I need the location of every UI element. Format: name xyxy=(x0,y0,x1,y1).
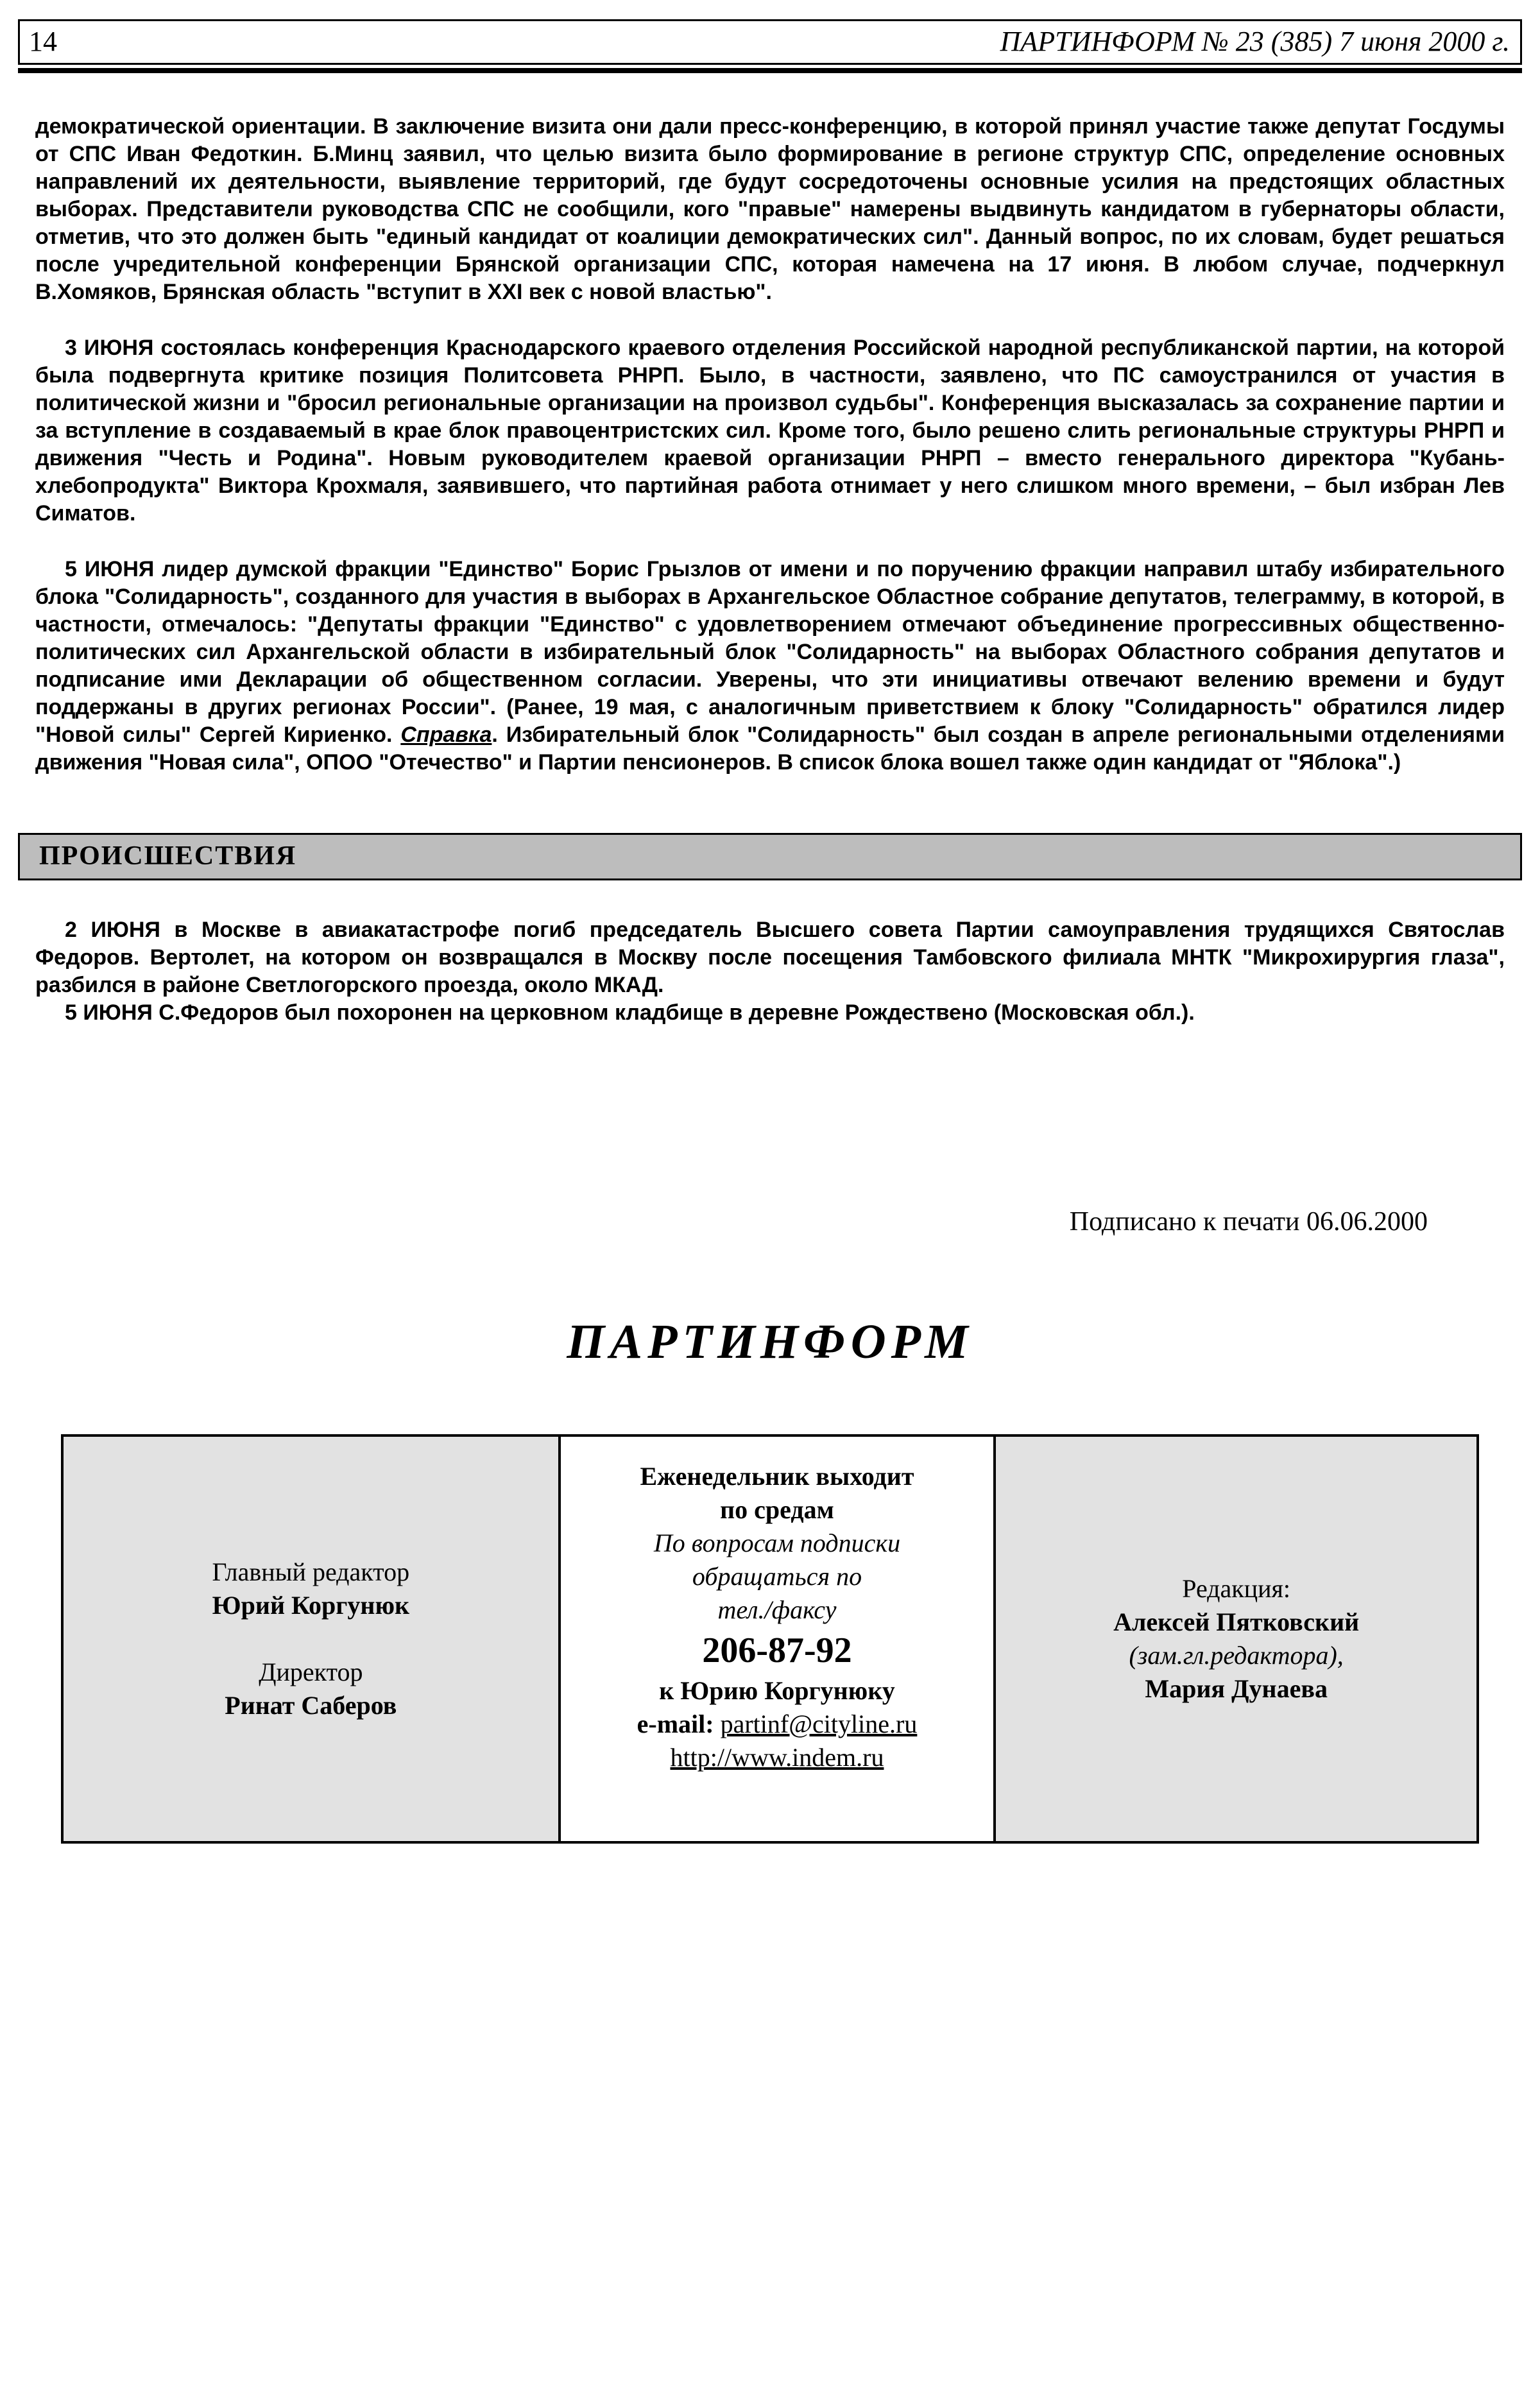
imprint-table xyxy=(61,1434,1479,1844)
page-number: 14 xyxy=(29,26,57,57)
director-label: Директор xyxy=(259,1658,363,1686)
editor-label: Главный редактор xyxy=(212,1557,410,1586)
article-paragraph xyxy=(35,556,1505,776)
website-link[interactable]: http://www.indem.ru xyxy=(670,1743,884,1772)
subscription-line-2: обращаться по xyxy=(692,1562,862,1591)
paragraph-text: 5 ИЮНЯ лидер думской фракции "Единство" Борис Грызлов от имени и по поручению фракции направил штабу избирательного блока "Солидарность", созданного для участия в выборах в Архангельское Областное собрание депутатов, телеграмму, в которой, в частности, отмечалось: "Депутаты фракции "Единство" с удовлетворением отмечают объединение прогрессивных общественно-политических сил Архангельской области в избирательный блок "Солидарность" на выборах Областного собрания депутатов и подписание ими Декларации об общественном согласии. Уверены, что эти инициативы отвечают велению времени и будут поддержаны в других регионах России". (Ранее, 19 мая, с аналогичным приветствием к блоку "Солидарность" обратился лидер "Новой силы" Сергей Кириенко. xyxy=(35,557,1505,747)
article-paragraph: демократической ориентации. В заключение визита они дали пресс-конференцию, в которой принял участие также депутат Госдумы от СПС Иван Федоткин. Б.Минц заявил, что целью визита было формирование в регионе структур СПС, определение основных направлений их деятельности, выявление территорий, где будут сосредоточены основные усилия на предстоящих областных выборах. Представители руководства СПС не сообщили, кого "правые" намерены выдвинуть кандидатом в губернаторы области, отметив, что это должен быть "единый кандидат от коалиции демократических сил". Данный вопрос, по их словам, будет решаться после учредительной конференции Брянской организации СПС, которая намечена на 17 июня. В любом случае, подчеркнул В.Хомяков, Брянская область "вступит в XXI век с новой властью". xyxy=(35,114,1505,304)
email-line xyxy=(637,1708,918,1741)
subscription-line-3: тел./факсу xyxy=(717,1595,837,1624)
section-heading-incidents: ПРОИСШЕСТВИЯ xyxy=(18,833,1522,880)
weekly-line-1: Еженедельник выходит xyxy=(640,1462,914,1491)
incident-paragraph: 2 ИЮНЯ в Москве в авиакатастрофе погиб председатель Высшего совета Партии самоуправления трудящихся Святослав Федоров. Вертолет, на котором он возвращался в Москву после посещения Тамбовского филиала МНТК "Микрохирургия глаза", разбился в районе Светлогорского проезда, около МКАД. xyxy=(35,918,1505,997)
phone-number: 206-87-92 xyxy=(702,1631,852,1670)
spravka-label: Справка xyxy=(400,723,492,747)
articles-section xyxy=(35,113,1505,776)
website-line xyxy=(671,1741,884,1774)
imprint-subscription-cell xyxy=(558,1437,997,1841)
signed-to-print-line: Подписано к печати 06.06.2000 xyxy=(1069,1207,1428,1237)
imprint-editorial-cell xyxy=(996,1437,1476,1841)
email-label: e-mail: xyxy=(637,1709,714,1738)
issue-title: ПАРТИНФОРМ № 23 (385) 7 июня 2000 г. xyxy=(1000,26,1510,57)
incident-paragraph: 5 ИЮНЯ С.Федоров был похоронен на церковном кладбище в деревне Рождествено (Московская обл.). xyxy=(65,1000,1195,1025)
paragraph-text: . Избирательный блок "Солидарность" был создан в апреле региональными отделениями движения "Новая сила", ОПОО "Отечество" и Партии пенсионеров. В список блока вошел также один кандидат от "Яблока".) xyxy=(35,723,1505,775)
editorial-role: (зам.гл.редактора), xyxy=(1129,1641,1344,1670)
email-link[interactable]: partinf@cityline.ru xyxy=(720,1709,918,1738)
editorial-name-1: Алексей Пятковский xyxy=(1113,1607,1360,1636)
contact-person-line: к Юрию Коргунюку xyxy=(659,1676,895,1705)
editorial-name-2: Мария Дунаева xyxy=(1145,1674,1328,1703)
editor-name: Юрий Коргунюк xyxy=(212,1591,410,1620)
imprint-editors-cell xyxy=(64,1437,558,1841)
article-paragraph: 3 ИЮНЯ состоялась конференция Краснодарского краевого отделения Российской народной республиканской партии, на которой была подвергнута критике позиция Политсовета РНРП. Было, в частности, заявлено, что ПС самоустранился от участия в политической жизни и "бросил региональные организации на произвол судьбы". Конференция высказалась за сохранение партии и за вступление в создаваемый в крае блок правоцентристских сил. Кроме того, было решено слить региональные структуры РНРП и движения "Честь и Родина". Новым руководителем краевой организации РНРП – вместо генерального директора "Кубань-хлебопродукта" Виктора Крохмаля, заявившего, что партийная работа отнимает у него слишком много времени, – был избран Лев Симатов. xyxy=(35,336,1505,526)
header-rule xyxy=(18,68,1522,73)
subscription-line-1: По вопросам подписки xyxy=(653,1529,901,1557)
incidents-section xyxy=(35,916,1505,1027)
director-name: Ринат Саберов xyxy=(225,1691,397,1720)
masthead-title: ПАРТИНФОРМ xyxy=(567,1315,973,1369)
editorial-label: Редакция: xyxy=(1182,1574,1291,1603)
page-header xyxy=(18,19,1522,65)
weekly-line-2: по средам xyxy=(720,1495,834,1524)
